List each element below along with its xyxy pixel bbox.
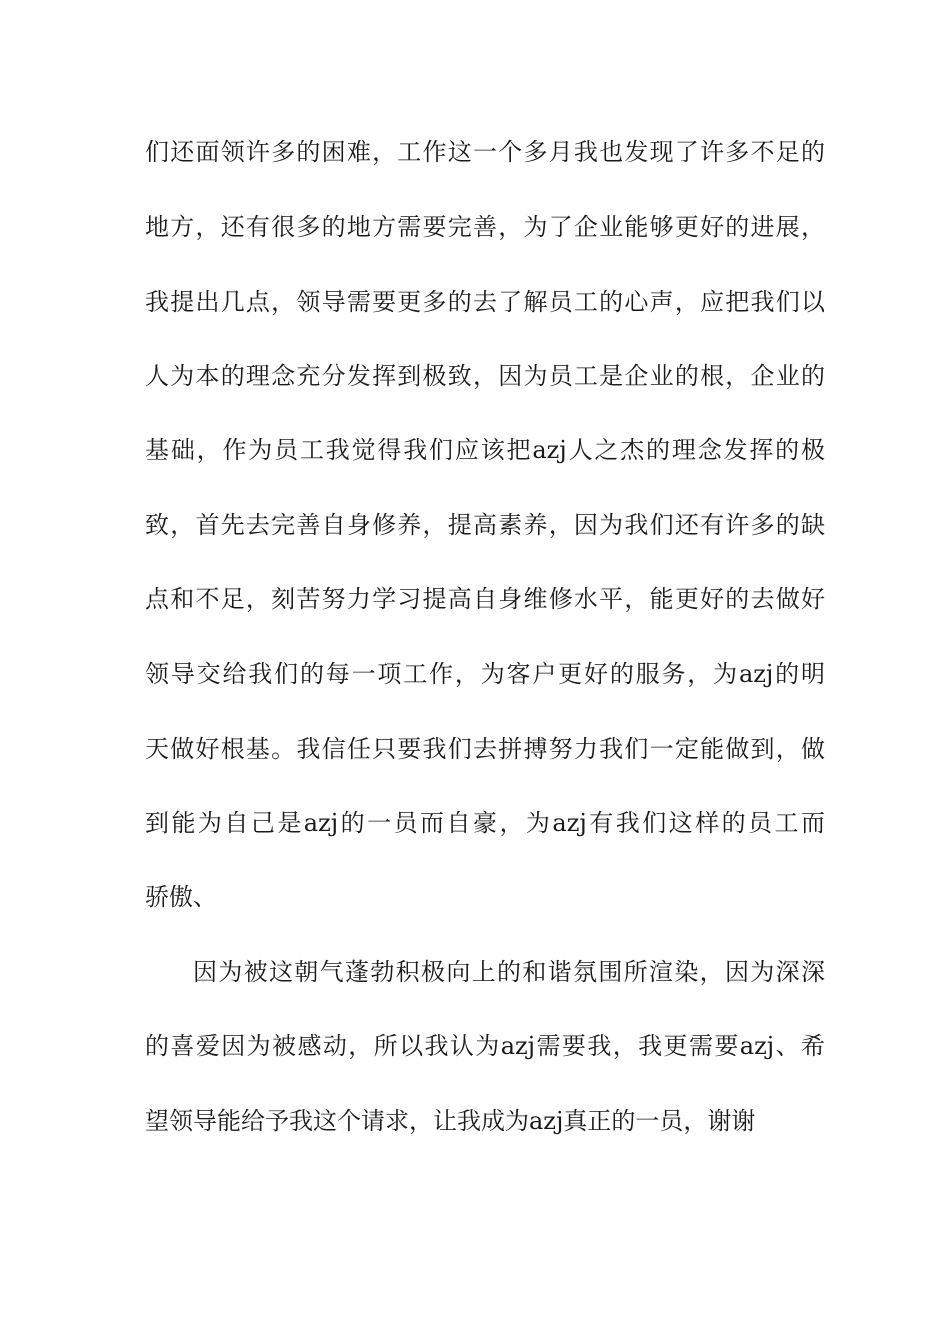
text-line: 致，首先去完善自身修养，提高素养，因为我们还有许多的缺	[145, 511, 825, 539]
text-line: 的喜爱因为被感动，所以我认为azj需要我，我更需要azj、希	[145, 1032, 825, 1060]
text-line: 望领导能给予我这个请求，让我成为azj真正的一员，谢谢	[145, 1107, 756, 1135]
text-line: 骄傲、	[145, 883, 217, 911]
text-line: 天做好根基。我信任只要我们去拼搏努力我们一定能做到，做	[145, 735, 825, 763]
text-line: 基础，作为员工我觉得我们应该把azj人之杰的理念发挥的极	[145, 436, 825, 464]
text-line: 因为被这朝气蓬勃积极向上的和谐氛围所渲染，因为深深	[193, 958, 825, 986]
text-line: 们还面领许多的困难，工作这一个多月我也发现了许多不足的	[145, 138, 825, 166]
text-line: 人为本的理念充分发挥到极致，因为员工是企业的根，企业的	[145, 362, 825, 390]
text-line: 我提出几点，领导需要更多的去了解员工的心声，应把我们以	[145, 288, 825, 316]
text-line: 点和不足，刻苦努力学习提高自身维修水平，能更好的去做好	[145, 585, 825, 613]
text-line: 地方，还有很多的地方需要完善，为了企业能够更好的进展，	[145, 213, 825, 241]
text-line: 到能为自己是azj的一员而自豪，为azj有我们这样的员工而	[145, 809, 825, 837]
text-line: 领导交给我们的每一项工作，为客户更好的服务，为azj的明	[145, 660, 825, 688]
